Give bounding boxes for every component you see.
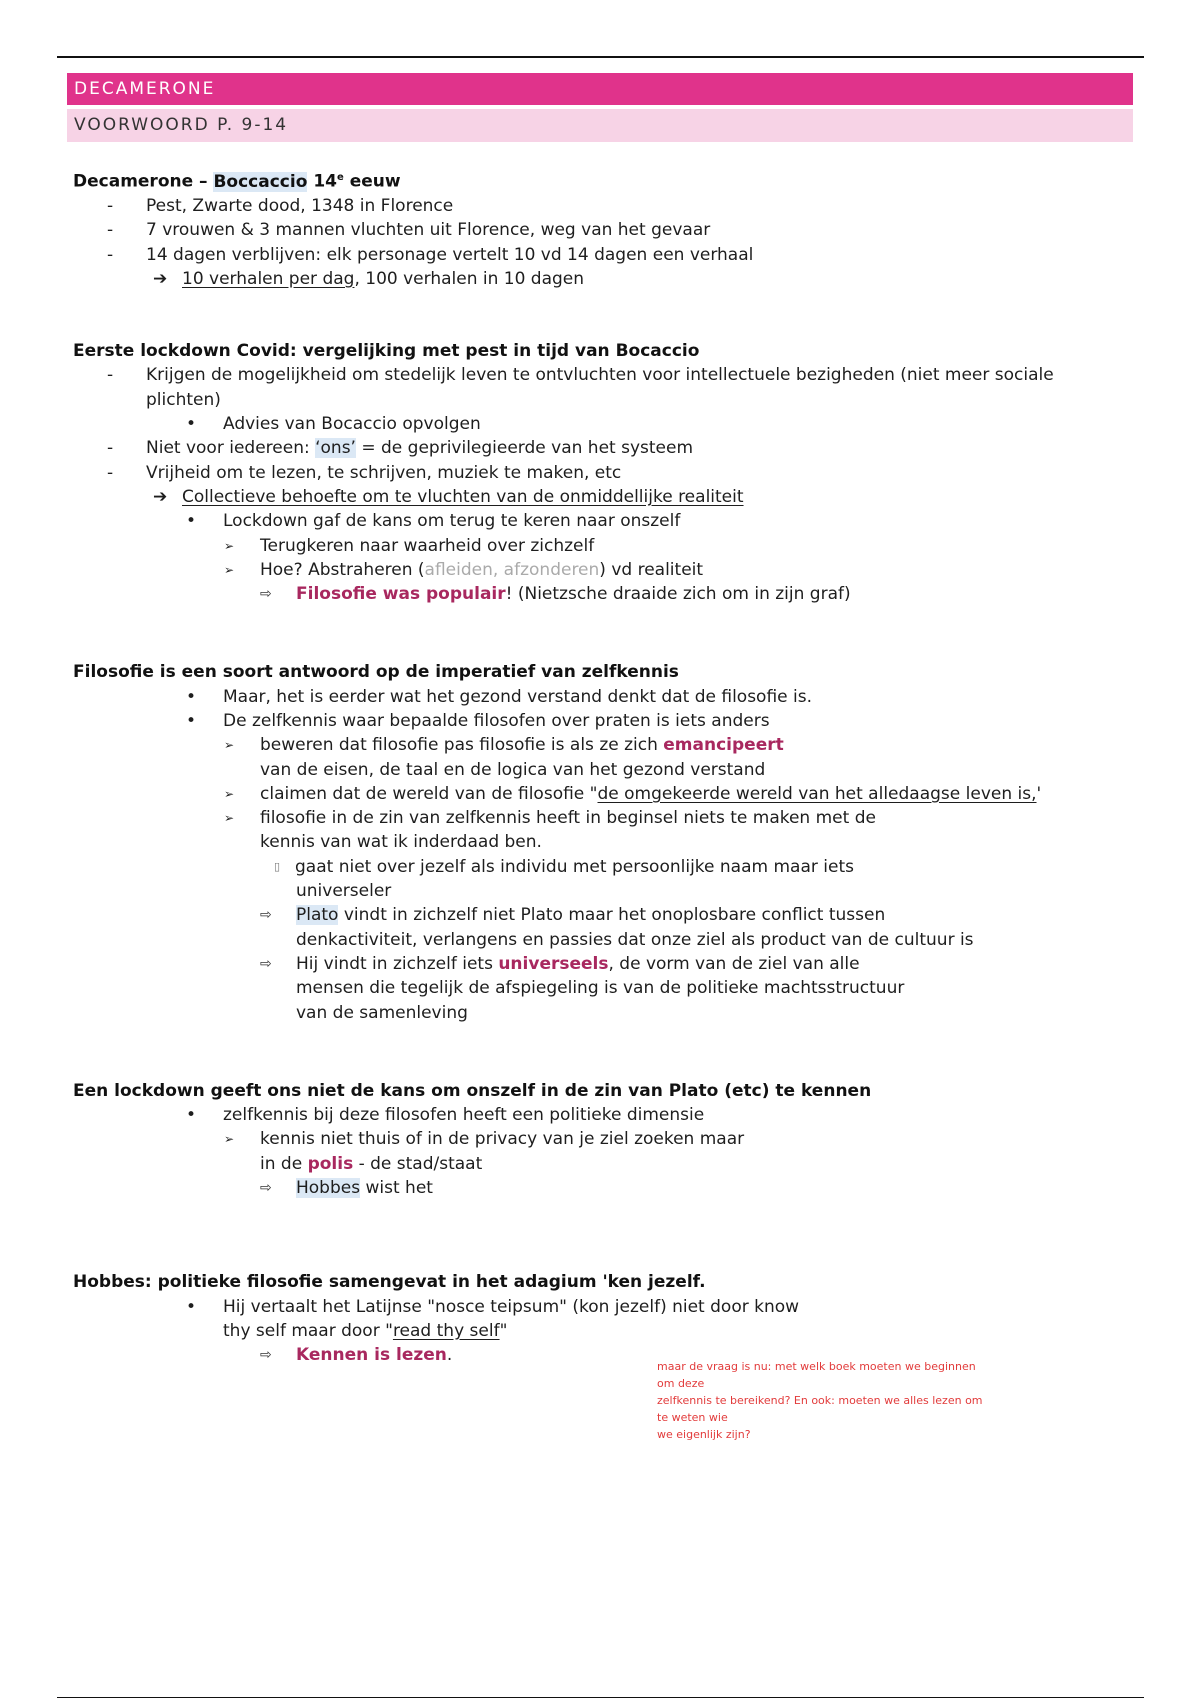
list-item: - Pest, Zwarte dood, 1348 in Florence <box>73 194 1133 218</box>
list-item: - 14 dagen verblijven: elk personage vertelt 10 vd 14 dagen een verhaal <box>73 243 1133 267</box>
list-item: - Vrijheid om te lezen, te schrijven, muziek te maken, etc <box>73 461 1133 485</box>
list-item: ⇨ Kennen is lezen. <box>73 1343 1133 1367</box>
dot-bullet-icon: • <box>186 711 197 731</box>
list-item: ⇨ Plato vindt in zichzelf niet Plato maar het onoplosbare conflict tussen <box>73 903 1133 927</box>
dot-bullet-icon: • <box>186 1296 197 1317</box>
hollow-arrow-icon: ⇨ <box>260 586 272 603</box>
list-item: - 7 vrouwen & 3 mannen vluchten uit Florence, weg van het gevaar <box>73 218 1133 242</box>
list-item: • Hij vertaalt het Latijnse "nosce teipsum" (kon jezelf) niet door know <box>73 1295 1133 1319</box>
list-item: ➢ filosofie in de zin van zelfkennis heeft in beginsel niets te maken met de <box>73 806 1133 830</box>
list-item-continuation: denkactiviteit, verlangens en passies dat onze ziel als product van de cultuur is <box>296 929 974 950</box>
hollow-arrow-icon: ⇨ <box>260 955 272 972</box>
section-heading-decamerone: Decamerone – Boccaccio 14e eeuw <box>73 171 401 192</box>
hollow-arrow-icon: ⇨ <box>260 1347 272 1364</box>
section-heading-lockdown: Eerste lockdown Covid: vergelijking met pest in tijd van Bocaccio <box>73 341 700 362</box>
list-item: ➔ Collectieve behoefte om te vluchten van de onmiddellijke realiteit <box>73 485 1133 509</box>
subtitle-band <box>67 109 1133 142</box>
triangle-bullet-icon: ➢ <box>224 811 235 826</box>
top-rule <box>57 56 1144 58</box>
list-item: ⇨ Hij vindt in zichzelf iets universeels, de vorm van de ziel van alle <box>73 952 1133 976</box>
list-item-continuation: van de eisen, de taal en de logica van het gezond verstand <box>260 759 766 780</box>
arrow-right-icon: ➔ <box>153 486 168 507</box>
dash-bullet-icon: - <box>107 220 114 241</box>
list-item: ➢ Hoe? Abstraheren (afleiden, afzonderen) vd realiteit <box>73 558 1133 582</box>
list-item: - Niet voor iedereen: ‘ons’ = de geprivilegieerde van het systeem <box>73 436 1133 460</box>
triangle-bullet-icon: ➢ <box>224 1132 235 1147</box>
list-item: • Advies van Bocaccio opvolgen <box>73 412 1133 436</box>
hollow-arrow-icon: ⇨ <box>260 907 272 924</box>
triangle-bullet-icon: ➢ <box>224 538 235 553</box>
list-item-continuation: van de samenleving <box>296 1002 468 1023</box>
list-item: ➢ claimen dat de wereld van de filosofie "de omgekeerde wereld van het alledaagse leven is,' <box>73 782 1133 806</box>
list-item: • De zelfkennis waar bepaalde filosofen over praten is iets anders <box>73 709 1133 733</box>
document-subtitle: VOORWOORD P. 9-14 <box>74 115 289 135</box>
square-bullet-icon: ▯ <box>274 859 281 873</box>
handwritten-comment: maar de vraag is nu: met welk boek moeten we beginnen om deze zelfkennis te bereikend? En ook: moeten we alles lezen om te weten wie we eigenlijk zijn? <box>657 1360 983 1441</box>
dash-bullet-icon: - <box>107 365 114 386</box>
list-item-continuation: thy self maar door "read thy self" <box>223 1320 508 1341</box>
list-item: • Maar, het is eerder wat het gezond verstand denkt dat de filosofie is. <box>73 685 1133 709</box>
list-item: • Lockdown gaf de kans om terug te keren naar onszelf <box>73 509 1133 533</box>
triangle-bullet-icon: ➢ <box>224 738 235 753</box>
dash-bullet-icon: - <box>107 462 114 483</box>
list-item: ▯ gaat niet over jezelf als individu met persoonlijke naam maar iets <box>73 855 1133 879</box>
list-item: ➔ 10 verhalen per dag, 100 verhalen in 10 dagen <box>73 267 1133 291</box>
dot-bullet-icon: • <box>186 1105 197 1126</box>
title-band <box>67 73 1133 105</box>
list-item: ➢ Terugkeren naar waarheid over zichzelf <box>73 534 1133 558</box>
section-heading-plato: Een lockdown geeft ons niet de kans om onszelf in de zin van Plato (etc) te kennen <box>73 1080 872 1101</box>
list-item: ⇨ Filosofie was populair! (Nietzsche draaide zich om in zijn graf) <box>73 582 1133 606</box>
dash-bullet-icon: - <box>107 195 114 216</box>
dash-bullet-icon: - <box>107 244 114 265</box>
dot-bullet-icon: • <box>186 686 197 707</box>
list-item: ➢ kennis niet thuis of in de privacy van je ziel zoeken maar <box>73 1127 1133 1151</box>
triangle-bullet-icon: ➢ <box>224 562 235 577</box>
dot-bullet-icon: • <box>186 414 197 435</box>
section-heading-hobbes: Hobbes: politieke filosofie samengevat in het adagium 'ken jezelf. <box>73 1272 706 1293</box>
dot-bullet-icon: • <box>186 511 197 532</box>
bottom-rule <box>57 1697 1144 1698</box>
list-item: ➢ beweren dat filosofie pas filosofie is als ze zich emancipeert <box>73 733 1133 757</box>
section-heading-zelfkennis: Filosofie is een soort antwoord op de imperatief van zelfkennis <box>73 662 679 683</box>
list-item-continuation: in de polis - de stad/staat <box>260 1153 483 1174</box>
list-item-continuation: universeler <box>296 881 392 902</box>
dash-bullet-icon: - <box>107 438 114 459</box>
list-item: - Krijgen de mogelijkheid om stedelijk leven te ontvluchten voor intellectuele bezigheden (niet meer sociale plichten) <box>107 365 1054 410</box>
list-item: ⇨ Hobbes wist het <box>73 1176 1133 1200</box>
hollow-arrow-icon: ⇨ <box>260 1180 272 1197</box>
notes-content <box>73 166 1133 1368</box>
list-item: • zelfkennis bij deze filosofen heeft een politieke dimensie <box>73 1103 1133 1127</box>
arrow-right-icon: ➔ <box>153 268 168 289</box>
list-item-continuation: mensen die tegelijk de afspiegeling is van de politieke machtsstructuur <box>296 978 905 999</box>
list-item-continuation: kennis van wat ik inderdaad ben. <box>260 832 542 853</box>
triangle-bullet-icon: ➢ <box>224 786 235 801</box>
document-title: DECAMERONE <box>74 79 216 99</box>
